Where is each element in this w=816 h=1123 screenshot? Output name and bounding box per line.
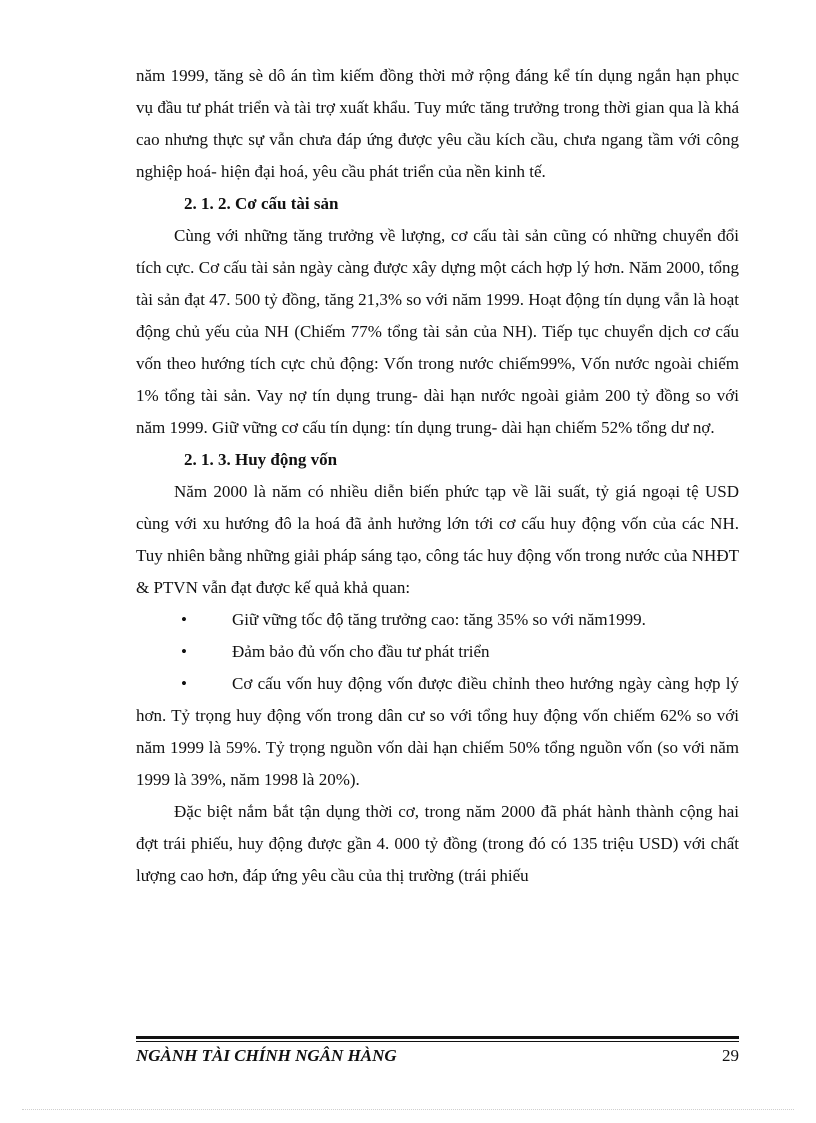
bullet-item <box>136 668 739 796</box>
paragraph-asset-structure: Cùng với những tăng trưởng về lượng, cơ cấu tài sản cũng có những chuyển đổi tích cực. Cơ cấu tài sản ngày càng được xây dựng một cách hợp lý hơn. Năm 2000, tổng tài sản đạt 47. 500 tỷ đồng, tăng 21,3% so với năm 1999. Hoạt động tín dụng vẫn là hoạt động chủ yếu của NH (Chiếm 77% tổng tài sản của NH). Tiếp tục chuyển dịch cơ cấu vốn theo hướng tích cực chủ động: Vốn trong nước chiếm99%, Vốn nước ngoài chiếm 1% tổng tài sản. Vay nợ tín dụng trung- dài hạn nước ngoài giảm 200 tỷ đồng so với năm 1999. Giữ vững cơ cấu tín dụng: tín dụng trung- dài hạn chiếm 52% tổng dư nợ. <box>136 226 739 437</box>
bullet-icon: • <box>181 674 187 693</box>
bullet-item <box>136 604 739 636</box>
bullet-text: Cơ cấu vốn huy động vốn được điều chỉnh theo hướng ngày càng hợp lý hơn. Tỷ trọng huy động vốn trong dân cư so với tổng huy động vốn chiếm 62% so với năm 1999 là 59%. Tỷ trọng nguồn vốn dài hạn chiếm 50% tổng nguồn vốn (so với năm 1999 là 39%, năm 1998 là 20%). <box>136 674 739 789</box>
paragraph-bond-issuance: Đặc biệt nắm bắt tận dụng thời cơ, trong năm 2000 đã phát hành thành cộng hai đợt trái phiếu, huy động được gần 4. 000 tỷ đồng (trong đó có 135 triệu USD) với chất lượng cao hơn, đáp ứng yêu cầu của thị trường (trái phiếu <box>136 802 739 885</box>
paragraph-capital-mobilization: Năm 2000 là năm có nhiều diễn biến phức tạp về lãi suất, tỷ giá ngoại tệ USD cùng với xu hướng đô la hoá đã ảnh hưởng lớn tới cơ cấu huy động vốn của các NH. Tuy nhiên bằng những giải pháp sáng tạo, công tác huy động vốn trong nước của NHĐT & PTVN vẫn đạt được kế quả khả quan: <box>136 482 739 597</box>
section-heading-capital-mobilization: 2. 1. 3. Huy động vốn <box>184 450 338 469</box>
footer-divider-thin <box>136 1041 739 1042</box>
paragraph-continuation: năm 1999, tăng sè dô án tìm kiếm đồng thời mở rộng đáng kể tín dụng ngắn hạn phục vụ đầu tư phát triển và tài trợ xuất khẩu. Tuy mức tăng trưởng trong thời gian qua là khá cao nhưng thực sự vẫn chưa đáp ứng được yêu cầu kích cầu, chưa ngang tầm với công nghiệp hoá- hiện đại hoá, yêu cầu phát triển của nền kinh tế. <box>136 66 739 181</box>
footer-title: NGÀNH TÀI CHÍNH NGÂN HÀNG <box>136 1046 397 1065</box>
page-number: 29 <box>722 1046 739 1065</box>
footer-divider <box>136 1036 739 1039</box>
bullet-item <box>136 636 739 668</box>
bullet-text: Đảm bảo đủ vốn cho đầu tư phát triển <box>232 642 490 661</box>
bullet-icon: • <box>181 610 187 629</box>
bullet-text: Giữ vững tốc độ tăng trưởng cao: tăng 35% so với năm1999. <box>232 610 646 629</box>
document-body <box>136 60 739 892</box>
page-edge-dotted-line <box>22 1109 794 1110</box>
section-heading-asset-structure: 2. 1. 2. Cơ cấu tài sản <box>184 194 339 213</box>
bullet-icon: • <box>181 642 187 661</box>
